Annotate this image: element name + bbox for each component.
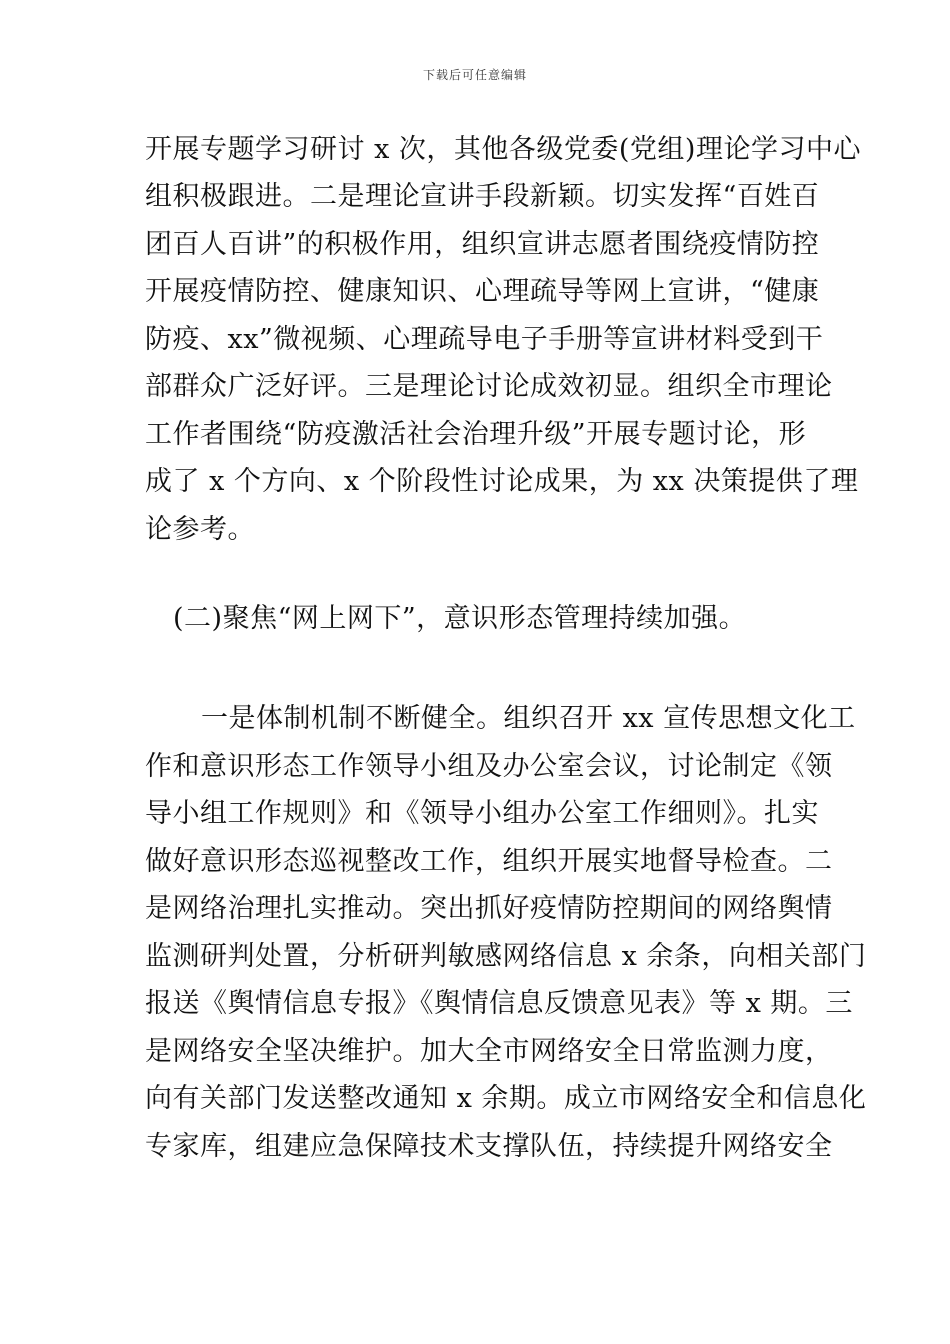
paragraph1-line: 开展专题学习研讨 x 次，其他各级党委(党组)理论学习中心 <box>145 134 861 165</box>
paragraph2-line: 是网络安全坚决维护。加大全市网络安全日常监测力度， <box>145 1036 833 1067</box>
page-header: 下载后可任意编辑 <box>422 68 527 82</box>
paragraph2-line: 专家库，组建应急保障技术支撑队伍，持续提升网络安全 <box>145 1131 833 1162</box>
paragraph2-line: 作和意识形态工作领导小组及办公室会议，讨论制定《领 <box>145 751 833 782</box>
paragraph1-line: 防疫、xx”微视频、心理疏导电子手册等宣讲材料受到干 <box>145 324 824 355</box>
paragraph1-line: 团百人百讲”的积极作用，组织宣讲志愿者围绕疫情防控 <box>145 229 820 260</box>
paragraph2-line: 导小组工作规则》和《领导小组办公室工作细则》。扎实 <box>145 798 819 829</box>
paragraph2-line: 报送《舆情信息专报》《舆情信息反馈意见表》等 x 期。三 <box>145 988 853 1019</box>
paragraph2-line: 是网络治理扎实推动。突出抓好疫情防控期间的网络舆情 <box>145 893 833 924</box>
paragraph2-line: 做好意识形态巡视整改工作，组织开展实地督导检查。二 <box>145 846 833 877</box>
paragraph2-line: 一是体制机制不断健全。组织召开 xx 宣传思想文化工 <box>201 703 856 734</box>
paragraph2-line: 向有关部门发送整改通知 x 余期。成立市网络安全和信息化 <box>145 1083 867 1114</box>
paragraph1-line: 组积极跟进。二是理论宣讲手段新颖。切实发挥“百姓百 <box>145 181 820 212</box>
paragraph1-line: 论参考。 <box>145 514 255 545</box>
paragraph1-line: 成了 x 个方向、x 个阶段性讨论成果，为 xx 决策提供了理 <box>145 466 859 497</box>
paragraph1-line: 开展疫情防控、健康知识、心理疏导等网上宣讲，“健康 <box>145 276 820 307</box>
paragraph1-line: 工作者围绕“防疫激活社会治理升级”开展专题讨论，形 <box>145 419 807 450</box>
paragraph1-line: 部群众广泛好评。三是理论讨论成效初显。组织全市理论 <box>145 371 833 402</box>
paragraph2-line: 监测研判处置，分析研判敏感网络信息 x 余条，向相关部门 <box>145 941 867 972</box>
section-heading: (二)聚焦“网上网下”，意识形态管理持续加强。 <box>173 603 747 634</box>
